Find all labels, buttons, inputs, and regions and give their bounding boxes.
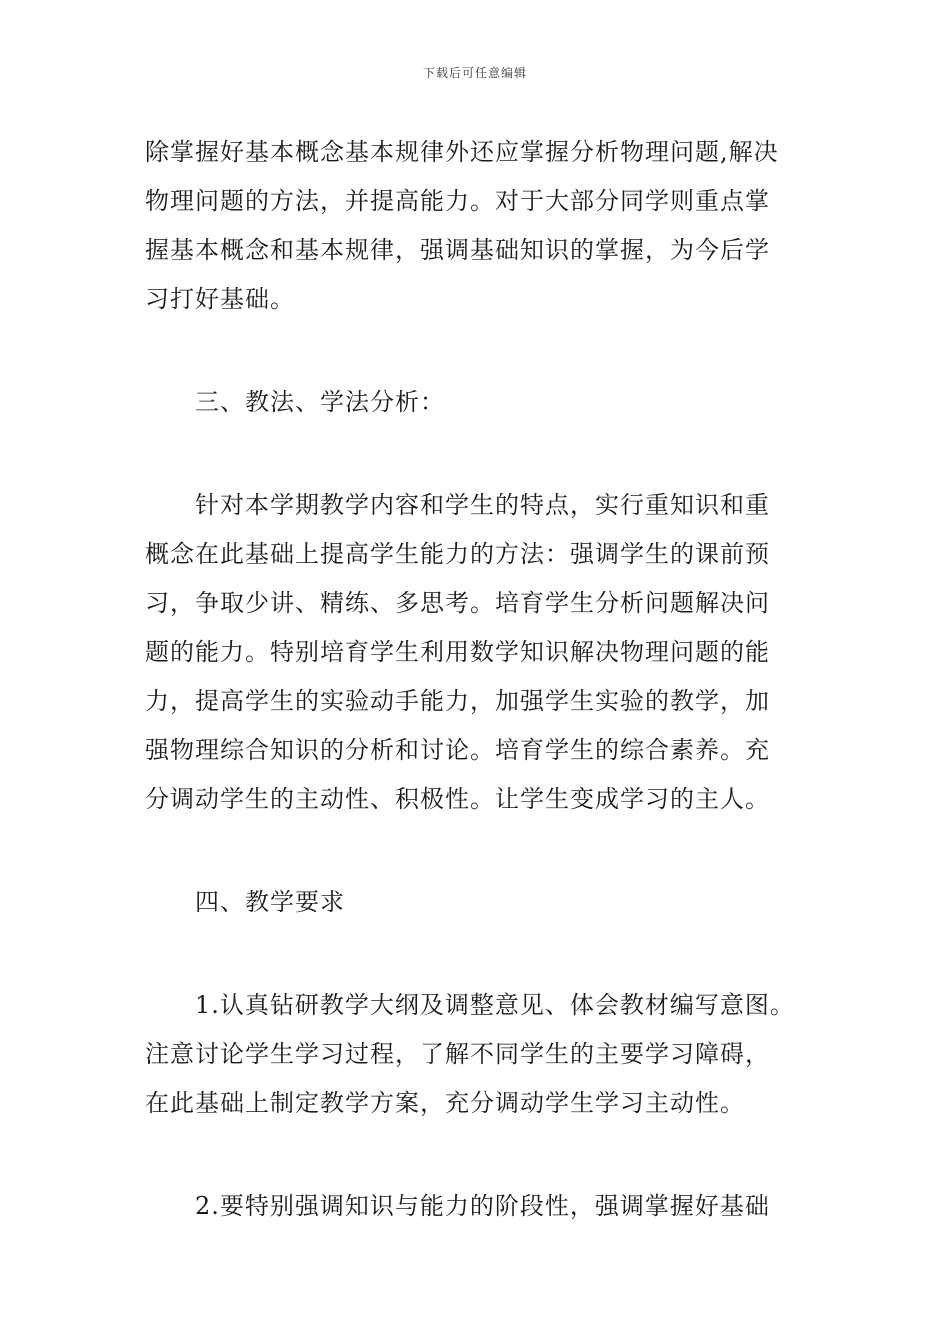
text-line: 强物理综合知识的分析和讨论。培育学生的综合素养。充 [145,736,770,764]
text-line: 概念在此基础上提高学生能力的方法：强调学生的课前预 [145,540,770,568]
text-line: 题的能力。特别培育学生利用数学知识解决物理问题的能 [145,638,770,666]
list-item-1 [145,981,815,1128]
text-line: 物理问题的方法，并提高能力。对于大部分同学则重点掌 [145,187,770,215]
text-line: 针对本学期教学内容和学生的特点，实行重知识和重 [195,491,770,519]
section-heading-4: 四、教学要求 [195,888,345,916]
text-line: 1.认真钻研教学大纲及调整意见、体会教材编写意图。 [195,991,795,1019]
paragraph-2 [145,481,815,824]
header-note: 下载后可任意编辑 [422,66,527,80]
text-line: 习，争取少讲、精练、多思考。培育学生分析问题解决问 [145,589,770,617]
list-item-2 [145,1182,815,1231]
text-line: 力，提高学生的实验动手能力，加强学生实验的教学，加 [145,687,770,715]
text-line: 分调动学生的主动性、积极性。让学生变成学习的主人。 [145,785,770,813]
text-line: 习打好基础。 [145,285,295,313]
text-line: 握基本概念和基本规律，强调基础知识的掌握，为今后学 [145,236,770,264]
document-body [145,128,815,1231]
paragraph-1 [145,128,815,324]
text-line: 除掌握好基本概念基本规律外还应掌握分析物理问题,解决 [145,138,779,166]
text-line: 2.要特别强调知识与能力的阶段性，强调掌握好基础 [195,1192,770,1220]
text-line: 注意讨论学生学习过程，了解不同学生的主要学习障碍， [145,1040,770,1068]
section-heading-3: 三、教法、学法分析： [195,388,445,416]
text-line: 在此基础上制定教学方案，充分调动学生学习主动性。 [145,1089,745,1117]
